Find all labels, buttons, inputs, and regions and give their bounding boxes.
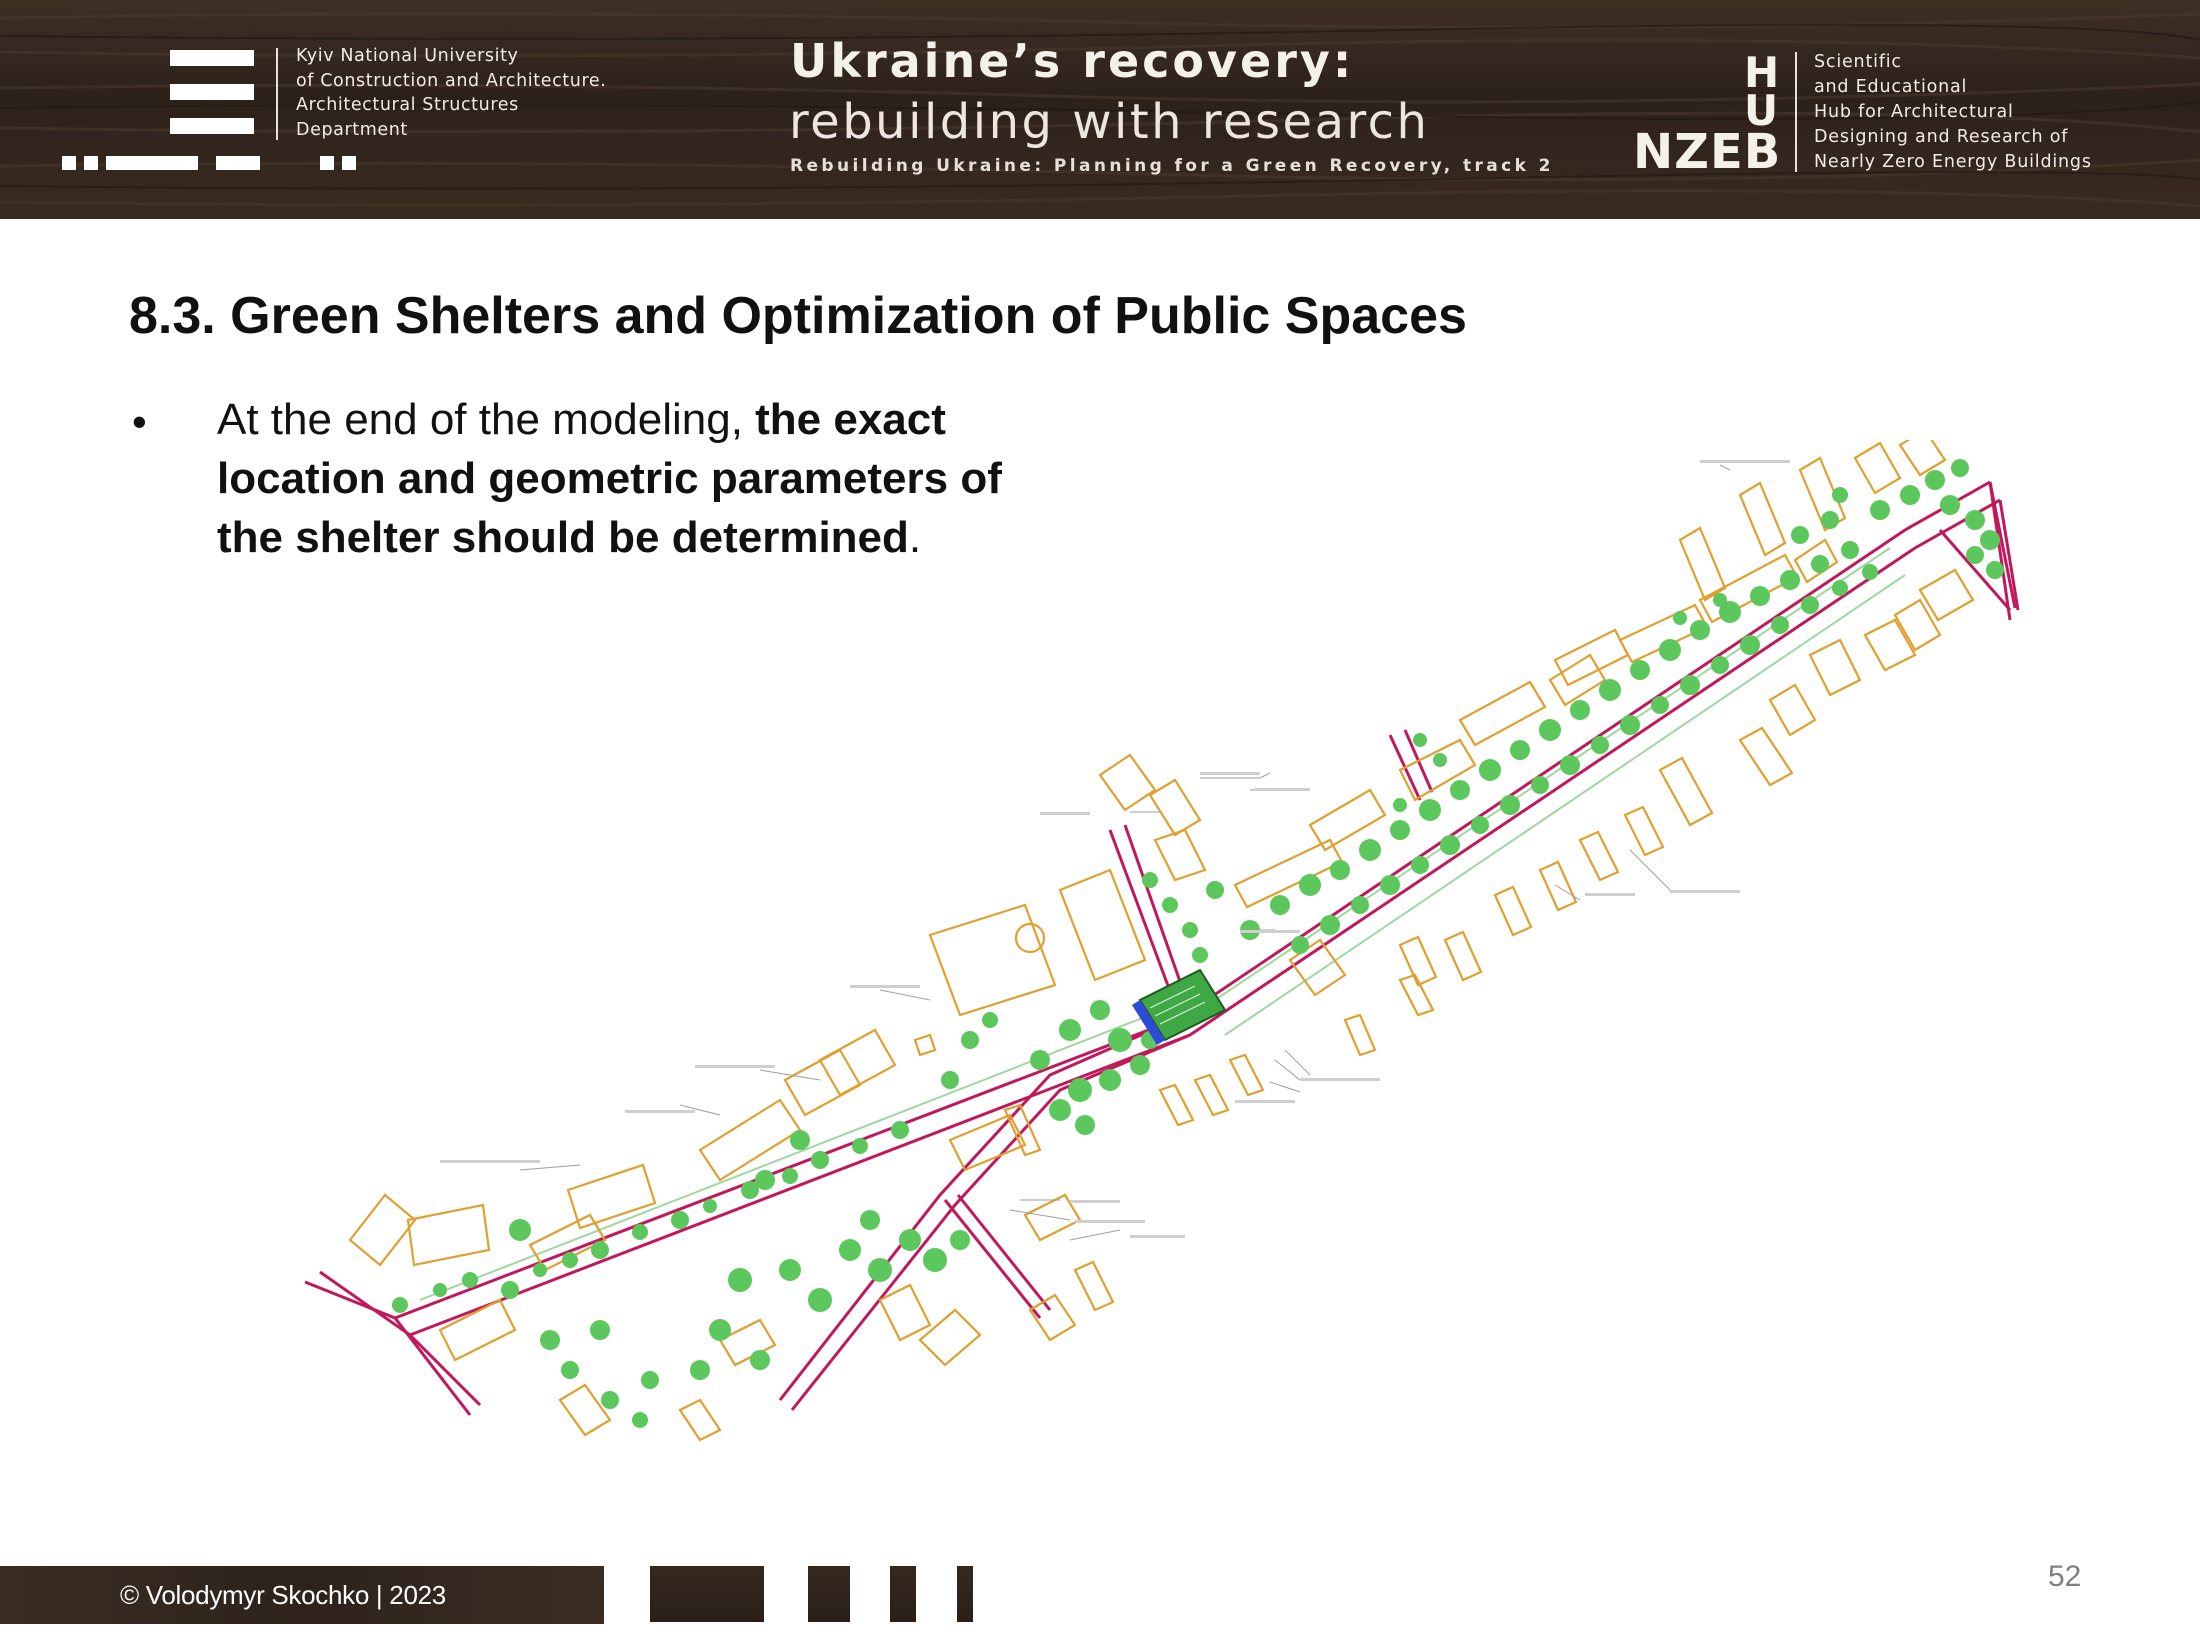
nzeb-logo: NZEB <box>1633 124 1782 180</box>
knuba-logo-squares <box>320 156 366 170</box>
footer-block <box>650 1566 764 1622</box>
banner-track: Rebuilding Ukraine: Planning for a Green Recovery, track 2 <box>790 156 1554 176</box>
bullet-marker: • <box>132 398 147 445</box>
footer-block <box>957 1566 973 1622</box>
hub-line: Hub for Architectural <box>1814 102 2014 122</box>
trees <box>392 459 2004 1428</box>
footer-block <box>890 1566 916 1622</box>
buildings <box>350 440 1973 1440</box>
university-line: Kyiv National University <box>296 46 519 66</box>
site-plan-map <box>280 440 2060 1480</box>
university-line: Architectural Structures <box>296 95 519 115</box>
divider-line <box>1795 52 1797 172</box>
hub-line: and Educational <box>1814 77 1968 97</box>
header-banner <box>0 0 2200 219</box>
map-annotations <box>520 465 1730 1240</box>
hub-letter-u: U <box>1744 86 1779 135</box>
slide-title: 8.3. Green Shelters and Optimization of Public Spaces <box>129 287 1467 345</box>
divider-line <box>276 48 278 140</box>
university-line: of Construction and Architecture. <box>296 70 607 91</box>
hub-line: Scientific <box>1814 52 1902 72</box>
main-road <box>395 482 2000 1335</box>
university-name <box>296 44 606 142</box>
hub-line: Designing and Research of <box>1814 127 2069 147</box>
knuba-logo <box>60 50 260 175</box>
hub-line: Nearly Zero Energy Buildings <box>1814 152 2092 172</box>
map-annotation-marks <box>440 460 1790 1238</box>
bullet-text-bold: the exact location and geometric parameters of the shelter should be determined <box>217 395 1002 562</box>
hub-description <box>1814 50 2092 175</box>
footer-block <box>808 1566 850 1622</box>
banner-subtitle: rebuilding with research <box>789 94 1430 150</box>
banner-title: Ukraine’s recovery: <box>790 34 1355 88</box>
page-number: 52 <box>2048 1560 2082 1593</box>
bullet-text-end: . <box>908 513 922 562</box>
university-line: Department <box>296 119 408 140</box>
hub-letter-h: H <box>1744 48 1780 97</box>
green-alley <box>420 548 1905 1300</box>
bullet-text-regular: At the end of the modeling, <box>217 395 756 444</box>
copyright: © Volodymyr Skochko | 2023 <box>120 1580 446 1610</box>
